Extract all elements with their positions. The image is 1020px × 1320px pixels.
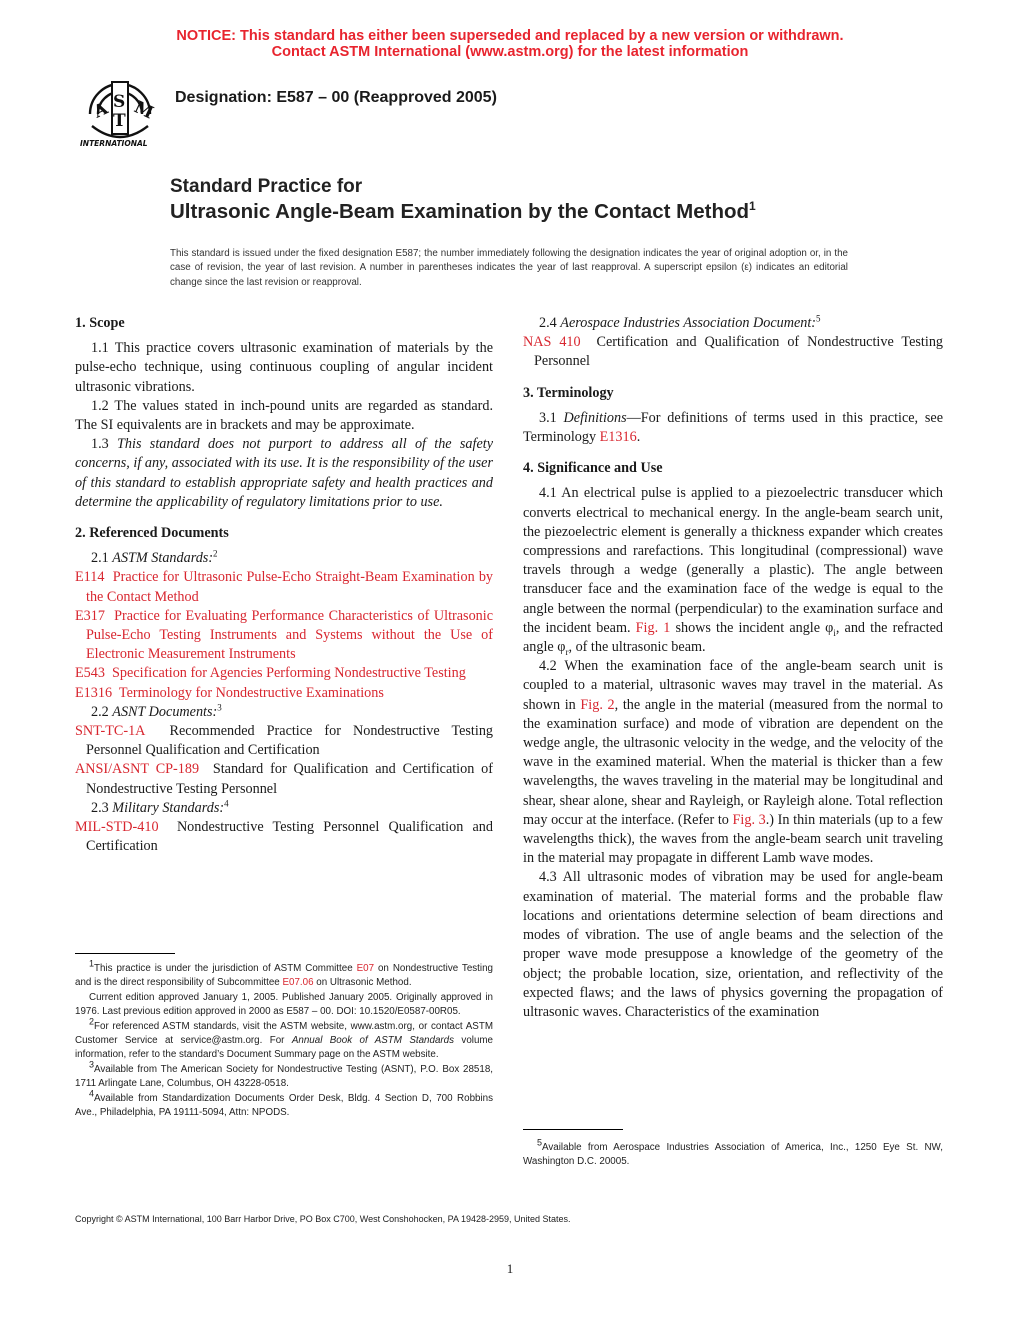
reference-e114 [75,568,493,606]
link-nas-410[interactable]: NAS 410 [523,334,581,351]
link-ansi-asnt-cp-189[interactable]: ANSI/ASNT CP-189 [75,761,200,778]
right-column [523,314,943,1022]
scope-1-3-number: 1.3 [91,436,118,453]
notice-line-1: NOTICE: This standard has either been superseded and replaced by a new version or withdrawn. [176,28,844,44]
asnt-documents-label: 2.2 ASNT Documents:$^3$ [91,702,222,720]
link-e1316-title[interactable]: Terminology for Nondestructive Examinations [118,684,384,701]
link-e543-title[interactable]: Specification for Agencies Performing Nondestructive Testing [112,665,466,682]
footnote-4: $^4$Available from Standardization Documents Order Desk, Bldg. 4 Section D, 700 Robbins Ave., Philadelphia, PA 19111-5094, Attn: NPODS. [75,1088,493,1119]
designation: Designation: E587 – 00 (Reapproved 2005) [175,89,497,106]
footnote-5: $^5$Available from Aerospace Industries Association of America, Inc., 1250 Eye St. NW, Washington D.C. 20005. [523,1137,943,1168]
footnotes-left [75,958,494,1120]
section-heading-significance: 4. Significance and Use [523,460,663,477]
terminology-3-1: 3.1 Definitions—For definitions of terms used in this practice, see Terminology E1316. [523,409,944,446]
link-subcommittee-e07-06[interactable]: E07.06 [282,977,314,989]
link-terminology-e1316[interactable]: E1316 [599,429,637,446]
reference-ansi-asnt-cp-189: ANSI/ASNT CP-189 Standard for Qualification and Certification of Nondestructive Testing Personnel [75,761,494,797]
aia-document-label: 2.4 Aerospace Industries Association Document:$^5$ [539,313,821,331]
copyright-line: Copyright © ASTM International, 100 Barr Harbor Drive, PO Box C700, West Conshohocken, PA 19428-2959, United States. [75,1214,571,1224]
section-heading-referenced-documents: 2. Referenced Documents [75,525,229,542]
svg-text:A: A [90,98,112,123]
astm-standards-label: 2.1 ASTM Standards:$^2$ [91,548,218,567]
superseded-notice [0,28,1020,60]
significance-4-3: 4.3 All ultrasonic modes of vibration may be used for angle-beam examination of material. The material forms and the probable flaw locations and orientations determine selection of beam directions and modes of vibration. The use of angle beams and the selection of the proper wave mode presuppose a knowledge of the geometry of the object; the probable location, size, orientation, and reflectivity of the expected flaws; and the laws of physics governing the propagation of ultrasonic waves. Characteristics of the examination [523,869,943,1020]
reference-snt-tc-1a: SNT-TC-1A Recommended Practice for Nondestructive Testing Personnel Qualification and Certification [75,723,494,759]
link-e317[interactable]: E317 [75,607,105,624]
title-line-1: Standard Practice for [170,176,363,197]
astm-international-logo-icon [78,74,162,150]
significance-4-1: 4.1 An electrical pulse is applied to a piezoelectric transducer which converts electrical to mechanical energy. In the angle-beam search unit, the piezoelectric element is generally a thickness expander which creates compressions and rarefactions. This longitudinal (compressional) wave travels through a wedge (generally a plastic). The angle between transducer face and the examination face of the wedge is equal to the angle between the normal (perpendicular) to the examination surface and the incident beam. Fig. 1 shows the incident angle $\varphi_i$, and the refracted angle $\varphi_r$, of the ultrasonic beam. [523,485,943,657]
title-text: Ultrasonic Angle-Beam Examination by the Contact Method [170,200,750,223]
section-heading-scope: 1. Scope [75,315,125,331]
link-e114-title[interactable]: Practice for Ultrasonic Pulse-Echo Straight-Beam Examination by the Contact Method [86,569,494,605]
scope-1-3-text: This standard does not purport to address all of the safety concerns, if any, associated with its use. It is the responsibility of the user of this standard to establish appropriate safety and health practices and determine the applicability of regulatory limitations prior to use. [75,436,493,510]
svg-text:M: M [130,97,157,124]
reference-mil-std-410: MIL-STD-410 Nondestructive Testing Personnel Qualification and Certification [75,819,493,855]
link-e317-title[interactable]: Practice for Evaluating Performance Characteristics of Ultrasonic Pulse-Echo Testing Instruments and Systems without the Use of Electronic Measurement Instruments [86,607,494,663]
scope-1-3 [75,435,493,512]
section-heading-terminology: 3. Terminology [523,384,614,401]
link-e114[interactable]: E114 [75,569,105,586]
notice-line-2: Contact ASTM International (www.astm.org) for the latest information [271,44,749,60]
issued-note: This standard is issued under the fixed designation E587; the number immediately following the designation indicates the year of original adoption or, in the case of revision, the year of last revision. A number in parentheses indicates the year of last reapproval. A superscript epsilon (ε) indicates an editorial change since the last revision or reapproval. [170,248,848,288]
left-column [75,314,493,856]
scope-1-1: 1.1 This practice covers ultrasonic examination of materials by the pulse-echo technique, using continuous coupling of angular incident ultrasonic vibrations. [75,340,493,395]
reference-e543 [75,664,493,683]
reference-nas-410: NAS 410 Certification and Qualification of Nondestructive Testing Personnel [523,334,944,370]
footnote-divider-right [523,1129,623,1130]
link-fig-1[interactable]: Fig. 1 [635,619,671,636]
svg-text:INTERNATIONAL: INTERNATIONAL [80,139,148,148]
footnote-1: $^1$This practice is under the jurisdiction of ASTM Committee E07 on Nondestructive Testing and is the direct responsibility of Subcommittee E07.06 on Ultrasonic Method. [75,958,493,989]
footnotes-right [523,1137,943,1170]
significance-4-2: 4.2 When the examination face of the angle-beam search unit is coupled to a material, ultrasonic waves may travel in the material. As shown in Fig. 2, the angle in the material (measured from the normal to the examination surface) and mode of vibration are dependent on the wedge angle, the ultrasonic velocity in the wedge, and the velocity of the wave in the examined material. When the material is thicker than a few wavelengths, the waves traveling in the material may be longitudinal and shear, shear alone, shear and Rayleigh, or Rayleigh alone. Total reflection may occur at the interface. (Refer to Fig. 3.) In thin materials (up to a few wavelengths thick), the waves from the angle-beam search unit traveling in the material may propagate in different Lamb wave modes. [523,658,943,867]
link-e1316[interactable]: E1316 [75,684,113,701]
reference-e317 [75,607,493,665]
reference-e1316 [75,684,493,703]
footnote-1-edition: Current edition approved January 1, 2005. Published January 2005. Originally approved in 1976. Last previous edition approved in 2000 as E587 – 00. DOI: 10.1520/E0587-00R05. [75,991,493,1018]
page-number: 1 [506,1261,514,1276]
title-line-2 [170,199,756,225]
footnote-divider-left [75,953,175,954]
link-e543[interactable]: E543 [75,665,105,682]
svg-text:S: S [113,92,126,112]
footnote-3: $^3$Available from The American Society for Nondestructive Testing (ASNT), P.O. Box 28518, 1711 Arlingate Lane, Columbus, OH 43228-0518. [75,1059,493,1090]
link-fig-2[interactable]: Fig. 2 [580,696,615,713]
document-title [170,175,756,225]
military-standards-label: 2.3 Military Standards:$^4$ [91,798,229,816]
link-snt-tc-1a[interactable]: SNT-TC-1A [75,723,146,740]
svg-text:T: T [113,111,126,131]
scope-1-2: 1.2 The values stated in inch-pound units are regarded as standard. The SI equivalents are in brackets and may be approximate. [75,397,493,434]
footnote-2: $^2$For referenced ASTM standards, visit the ASTM website, www.astm.org, or contact ASTM Customer Service at service@astm.org. For Annual Book of ASTM Standards volume information, refer to the standard’s Document Summary page on the ASTM website. [75,1016,494,1061]
link-mil-std-410[interactable]: MIL-STD-410 [75,819,159,836]
link-fig-3[interactable]: Fig. 3 [732,811,766,828]
link-committee-e07[interactable]: E07 [356,963,375,974]
title-footnote-mark: 1 [749,199,756,214]
